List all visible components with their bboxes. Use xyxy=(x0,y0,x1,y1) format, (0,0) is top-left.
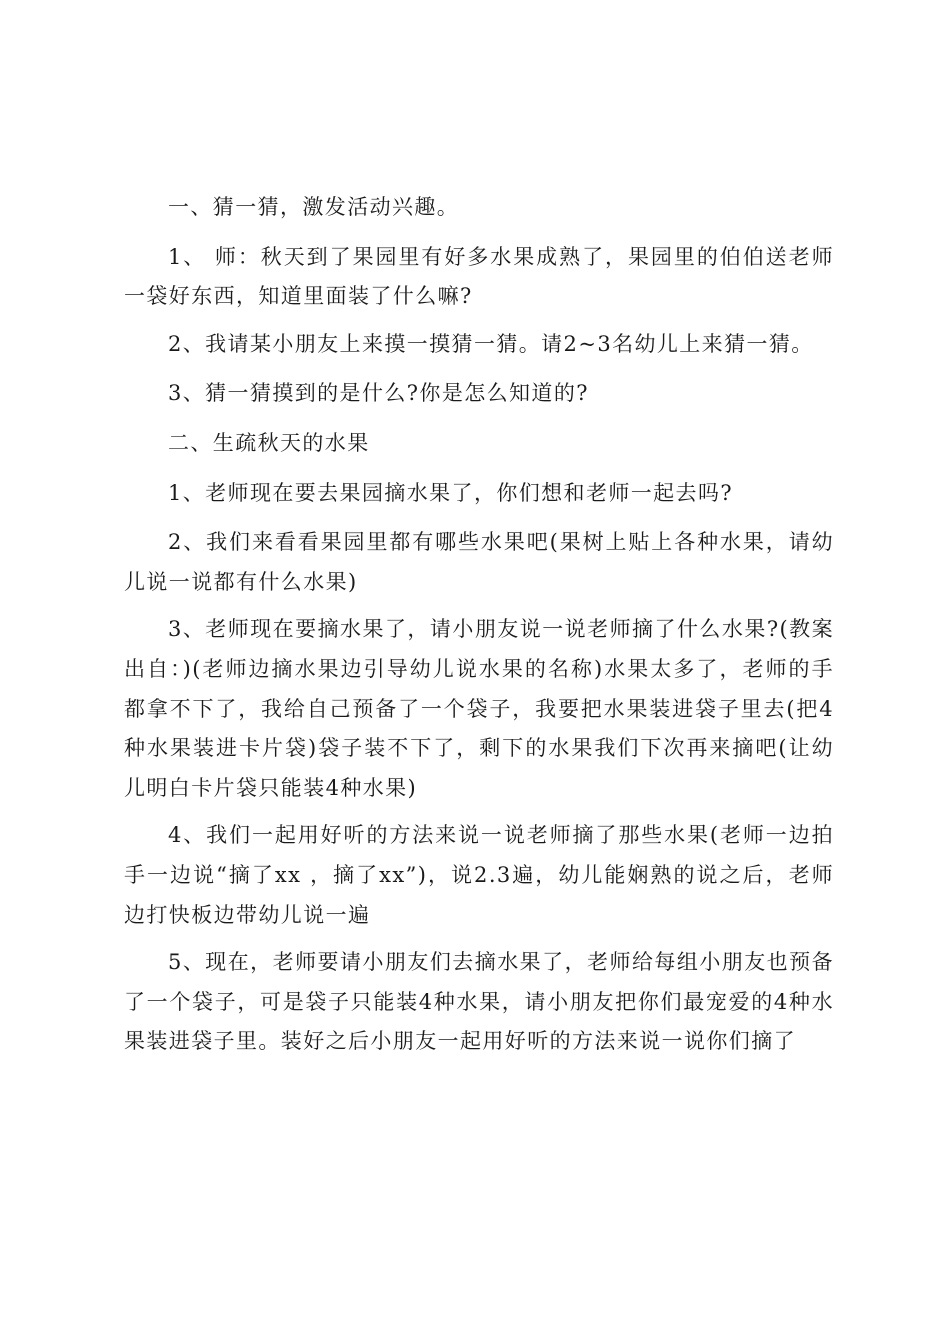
paragraph-1: 1、 师：秋天到了果园里有好多水果成熟了，果园里的伯伯送老师一袋好东西，知道里面装了什么嘛? xyxy=(124,244,834,309)
paragraph-3: 3、猜一猜摸到的是什么?你是怎么知道的? xyxy=(168,381,589,406)
section-heading-1: 一、猜一猜，激发活动兴趣。 xyxy=(168,195,460,219)
paragraph-4: 1、老师现在要去果园摘水果了，你们想和老师一起去吗? xyxy=(168,480,734,505)
document-body xyxy=(124,188,834,1070)
paragraph-6: 3、老师现在要摘水果了，请小朋友说一说老师摘了什么水果?(教案出自：)(老师边摘水果边引导幼儿说水果的名称)水果太多了，老师的手都拿不下了，我给自己预备了一个袋子，我要把水果装进袋子里去(把4种水果装进卡片袋)袋子装不下了，剩下的水果我们下次再来摘吧(让幼儿明白卡片袋只能装4种水果) xyxy=(124,617,834,800)
paragraph-2: 2、我请某小朋友上来摸一摸猜一猜。请2~3名幼儿上来猜一猜。 xyxy=(168,331,814,356)
paragraph-5: 2、我们来看看果园里都有哪些水果吧(果树上贴上各种水果，请幼儿说一说都有什么水果) xyxy=(124,530,834,594)
section-heading-2: 二、生疏秋天的水果 xyxy=(168,430,370,455)
paragraph-8: 5、现在，老师要请小朋友们去摘水果了，老师给每组小朋友也预备了一个袋子，可是袋子只能装4种水果，请小朋友把你们最宠爱的4种水果装进袋子里。装好之后小朋友一起用好听的方法来说一说你们摘了 xyxy=(124,950,834,1054)
paragraph-7: 4、我们一起用好听的方法来说一说老师摘了那些水果(老师一边拍手一边说“摘了xx ，摘了xx”)，说2.3遍，幼儿能娴熟的说之后，老师边打快板边带幼儿说一遍 xyxy=(124,823,834,927)
